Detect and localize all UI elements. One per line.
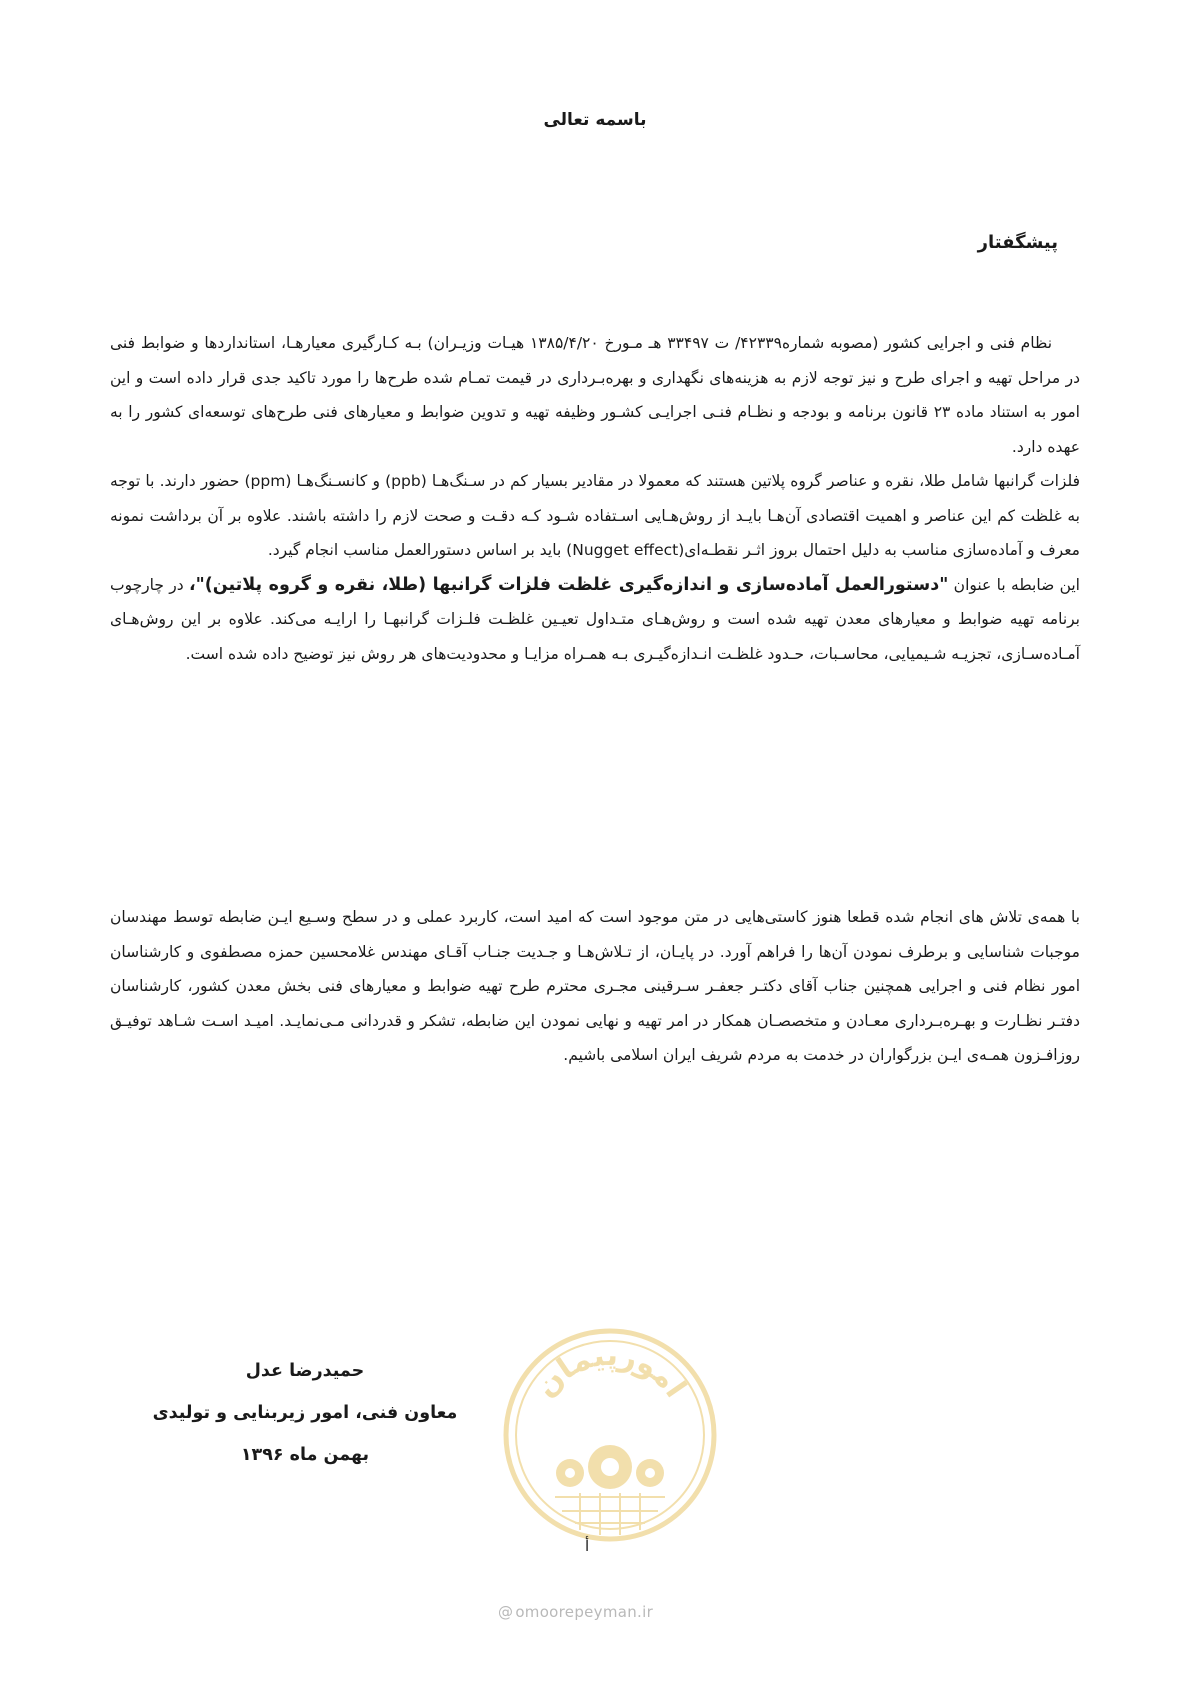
signatory-position: معاون فنی، امور زیربنایی و تولیدی: [152, 1403, 458, 1423]
at-sign-icon: @: [498, 1603, 514, 1621]
invocation-heading: باسمه تعالی: [543, 110, 647, 130]
watermark-url-text: omoorepeyman.ir: [515, 1603, 654, 1621]
watermark-url: [498, 1603, 653, 1621]
signature-block: [150, 1350, 460, 1476]
paragraph-legal-basis: نظام فنی و اجرایی کشور (مصوبه شماره۴۲۳۳۹/ ت ۳۳۴۹۷ هـ مـورخ ۱۳۸۵/۴/۲۰ هیـات وزیـران) بـه کـارگیری معیارهـا، استانداردها و ضوابط فنی در مراحل تهیه و اجرای طرح و نیز توجه لازم به هزینه‌های نگهداری و بهره‌بـرداری در قیمت تمـام شده طرح‌ها را مورد تاکید جدی قرار داده است و این امور به استناد ماده ۲۳ قانون برنامه و بودجه و نظـام فنـی اجرایـی کشـور وظیفه تهیه و تدوین ضوابط و معیارهای فنی طرح‌های توسعه‌ای کشور را به عهده دارد.: [110, 334, 1080, 456]
signatory-name: حمیدرضا عدل: [245, 1361, 365, 1381]
standard-title: "دستورالعمل آماده‌سازی و اندازه‌گیری غلظت فلزات گرانبها (طلا، نقره و گروه پلاتین)"،: [189, 574, 949, 595]
seal-watermark: [500, 1325, 720, 1545]
paragraph-precious-metals: فلزات گرانبها شامل طلا، نقره و عناصر گروه پلاتین هستند که معمولا در مقادیر بسیار کم در سـنگ‌هـا (ppb) و کانسـنگ‌هـا (ppm) حضور دارند. با توجه به غلظت کم این عناصر و اهمیت اقتصادی آن‌هـا بایـد از روش‌هـایی اسـتفاده شـود کـه دقـت و صحت لازم را داشته باشند. علاوه بر آن برداشت نمونه معرف و آماده‌سازی مناسب به دلیل احتمال بروز اثـر نقطـه‌ای(Nugget effect) باید بر اساس دستورالعمل مناسب انجام گیرد.: [110, 472, 1081, 559]
paragraph-standard-title: [110, 568, 1080, 672]
page-number: أ: [585, 1537, 590, 1555]
paragraph-standard-description: در چارچوب برنامه تهیه ضوابط و معیارهای معدن تهیه شده است و روش‌هـای متـداول تعیـین غلظـت فلـزات گرانبهـا را ارایـه می‌کند. علاوه بر این روش‌هـای آمـاده‌سـازی، تجزیـه شـیمیایی، محاسـبات، حـدود غلظـت انـدازه‌گیـری بـه همـراه مزایـا و محدودیت‌های هر روش نیز توضیح داده شده است.: [110, 575, 1080, 663]
paragraph-acknowledgement: با همه‌ی تلاش های انجام شده قطعا هنوز کاستی‌هایی در متن موجود است که امید است، کاربرد عملی و در سطح وسـیع ایـن ضابطه توسط مهندسان موجبات شناسایی و برطرف نمودن آن‌ها را فراهم آورد. در پایـان، از تـلاش‌هـا و جـدیت جنـاب آقـای مهندس غلامحسین حمزه مصطفوی و کارشناسان امور نظام فنی و اجرایی همچنین جناب آقای دکتـر جعفـر سـرقینی مجـری محترم طرح تهیه ضوابط و معیارهای فنی بخش معدن کشور، کارشناسان دفتـر نظـارت و بهـره‌بـرداری معـادن و متخصصـان همکار در امر تهیه و نهایی نمودن این ضابطه، تشکر و قدردانی مـی‌نمایـد. امیـد اسـت شـاهد توفیـق روزافـزون همـه‌ی ایـن بزرگواران در خدمت به مردم شریف ایران اسلامی باشیم.: [110, 908, 1080, 1064]
preface-title: پیشگفتار: [977, 232, 1058, 253]
gear-icon: [556, 1445, 664, 1489]
acknowledgement-body: [110, 900, 1080, 1073]
signature-date: بهمن ماه ۱۳۹۶: [240, 1445, 370, 1465]
paragraph-standard-intro: این ضابطه با عنوان: [948, 575, 1080, 594]
seal-text: امورپیمان: [528, 1337, 693, 1405]
preface-body: [110, 326, 1080, 671]
